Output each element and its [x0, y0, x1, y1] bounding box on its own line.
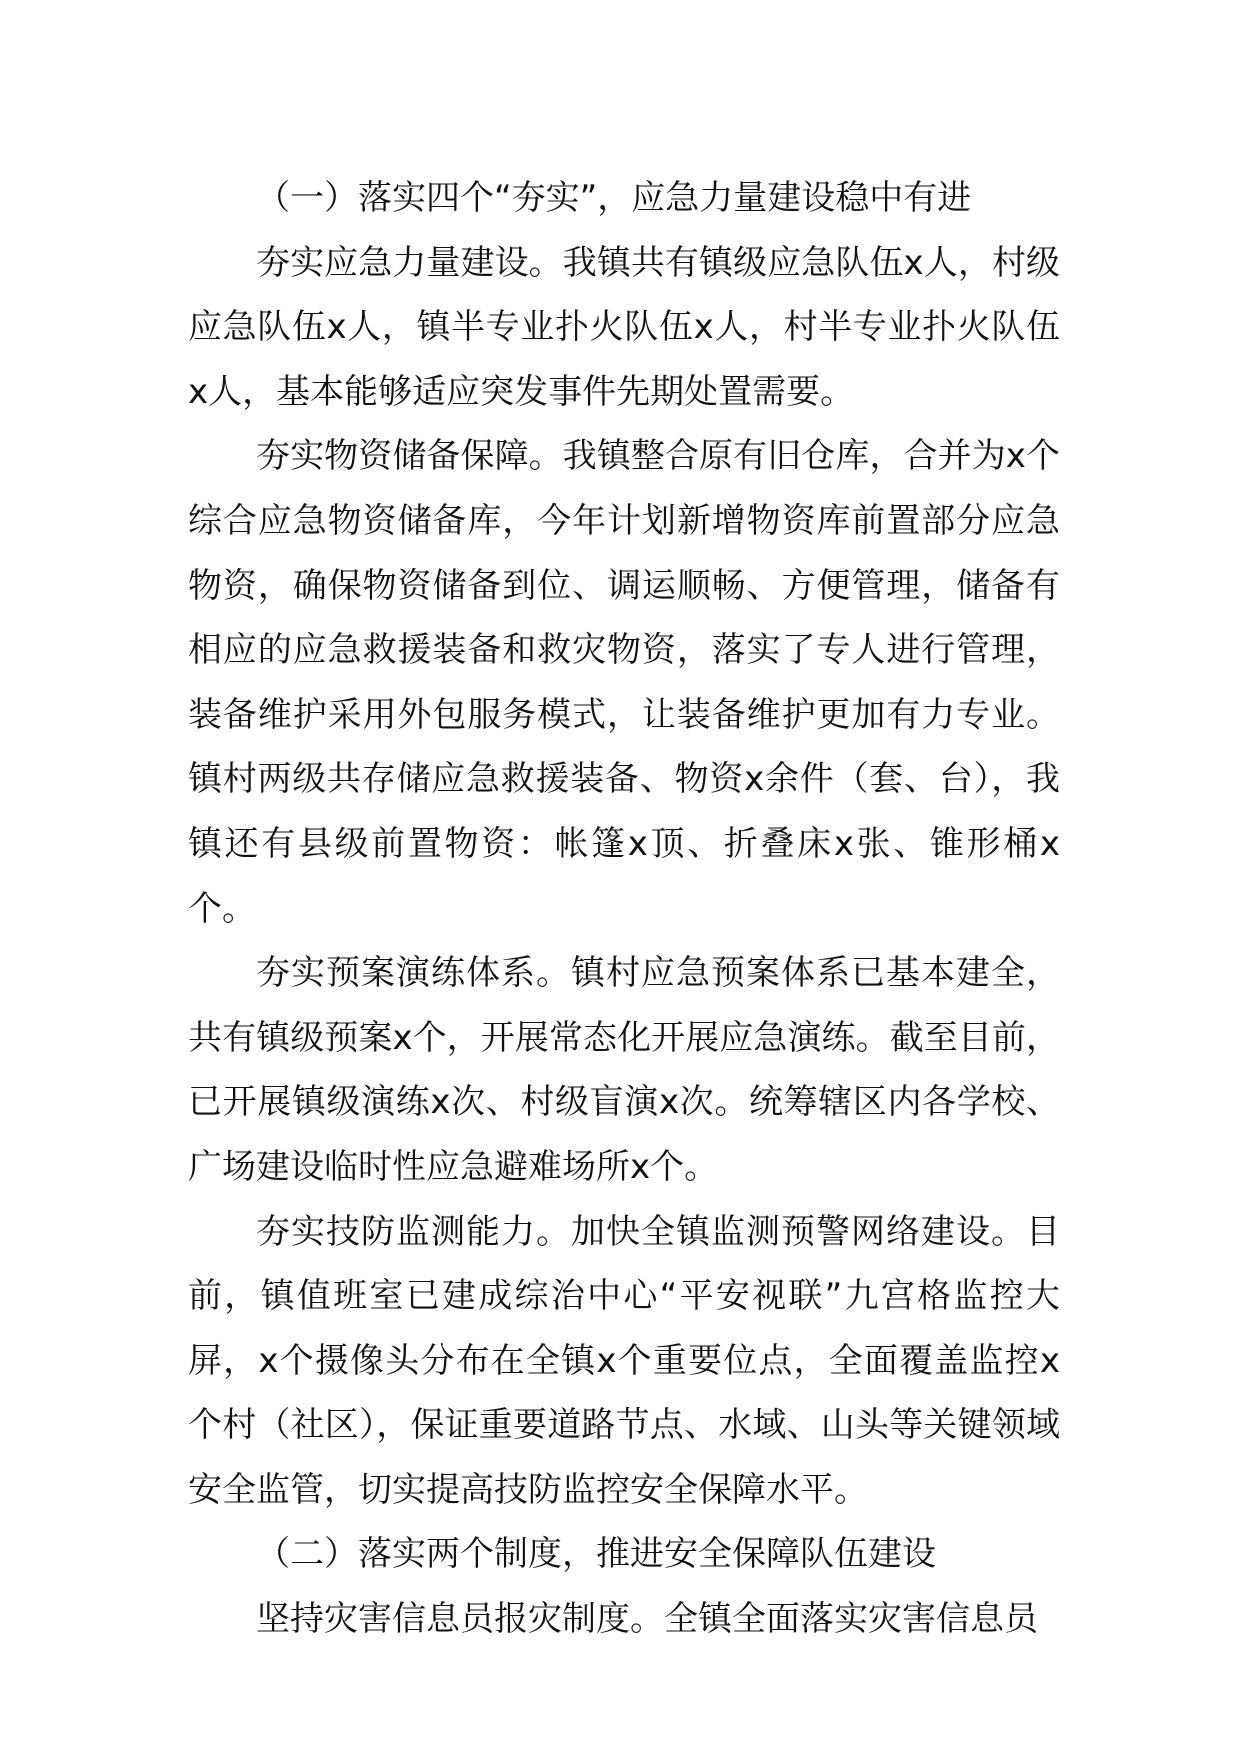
section-heading-1: （一）落实四个“夯实”，应急力量建设稳中有进: [256, 178, 972, 218]
paragraph-material-reserve: 夯实物资储备保障。我镇整合原有旧仓库，合并为x个综合应急物资储备库，今年计划新增物资库前置部分应急物资，确保物资储备到位、调运顺畅、方便管理，储备有相应的应急救援装备和救灾物资，落实了专人进行管理，装备维护采用外包服务模式，让装备维护更加有力专业。镇村两级共存储应急救援装备、物资x余件（套、台），我镇还有县级前置物资：帐篷x顶、折叠床x张、锥形桶x个。: [188, 436, 1060, 929]
paragraph-monitoring: 夯实技防监测能力。加快全镇监测预警网络建设。目前，镇值班室已建成综治中心“平安视联”九宫格监控大屏，x个摄像头分布在全镇x个重要位点，全面覆盖监控x个村（社区），保证重要道路节点、水域、山头等关键领域安全监管，切实提高技防监控安全保障水平。: [188, 1211, 1060, 1510]
document-body: [188, 166, 1060, 1652]
paragraph-emergency-force: 夯实应急力量建设。我镇共有镇级应急队伍x人，村级应急队伍x人，镇半专业扑火队伍x人，村半专业扑火队伍x人，基本能够适应突发事件先期处置需要。: [188, 242, 1060, 412]
paragraph-plan-drill: 夯实预案演练体系。镇村应急预案体系已基本建全，共有镇级预案x个，开展常态化开展应急演练。截至目前，已开展镇级演练x次、村级盲演x次。统筹辖区内各学校、广场建设临时性应急避难场所x个。: [188, 953, 1060, 1187]
paragraph-disaster-reporting: 坚持灾害信息员报灾制度。全镇全面落实灾害信息员: [256, 1599, 1038, 1640]
section-heading-2: （二）落实两个制度，推进安全保障队伍建设: [256, 1534, 936, 1575]
